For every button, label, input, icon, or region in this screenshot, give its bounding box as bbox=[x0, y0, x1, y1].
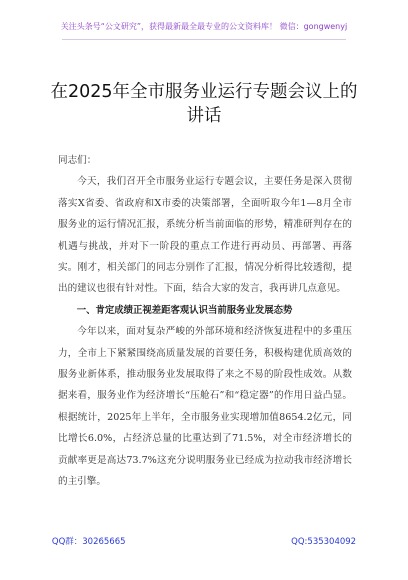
document-body bbox=[58, 150, 352, 493]
header-notice: 关注头条号“公文研究”，获得最新最全最专业的公文资料库！ 微信：gongwenyj bbox=[60, 22, 348, 31]
footer-qq: QQ:535304092 bbox=[291, 537, 357, 547]
section-1-paragraph: 今年以来，面对复杂严峻的外部环境和经济恢复进程中的多重压力，全市上下紧紧围绕高质量发展的首要任务，积极构建优质高效的服务业新体系，推动服务业发展取得了来之不易的阶段性成效。从数据来看，服务业作为经济增长“压舱石”和“稳定器”的作用日益凸显。根据统计，2025年上半年，全市服务业实现增加值8654.2亿元，同比增长6.0%，占经济总量的比重达到了71.5%，对全市经济增长的贡献率更是高达73.7%这充分说明服务业已经成为拉动我市经济增长的主引擎。 bbox=[58, 326, 352, 488]
footer-qq-group: QQ群：30265665 bbox=[51, 537, 126, 547]
document-title: 在2025年全市服务业运行专题会议上的讲话 bbox=[50, 82, 358, 126]
salutation: 同志们： bbox=[58, 155, 97, 166]
footer-contacts bbox=[0, 535, 408, 547]
opening-paragraph: 今天，我们召开全市服务业运行专题会议，主要任务是深入贯彻落实X省委、省政府和X市委的决策部署，全面听取今年1—8月全市服务业的运行情况汇报，系统分析当前面临的形势，精准研判存在的机遇与挑战，并对下一阶段的重点工作进行再动员、再部署、再落实。刚才，相关部门的同志分别作了汇报，情况分析得比较透彻，提出的建议也很有针对性。下面，结合大家的发言，我再讲几点意见。 bbox=[58, 176, 352, 295]
header-divider bbox=[62, 39, 346, 40]
section-heading-1: 一、肯定成绩正视差距客观认识当前服务业发展态势 bbox=[76, 304, 293, 316]
